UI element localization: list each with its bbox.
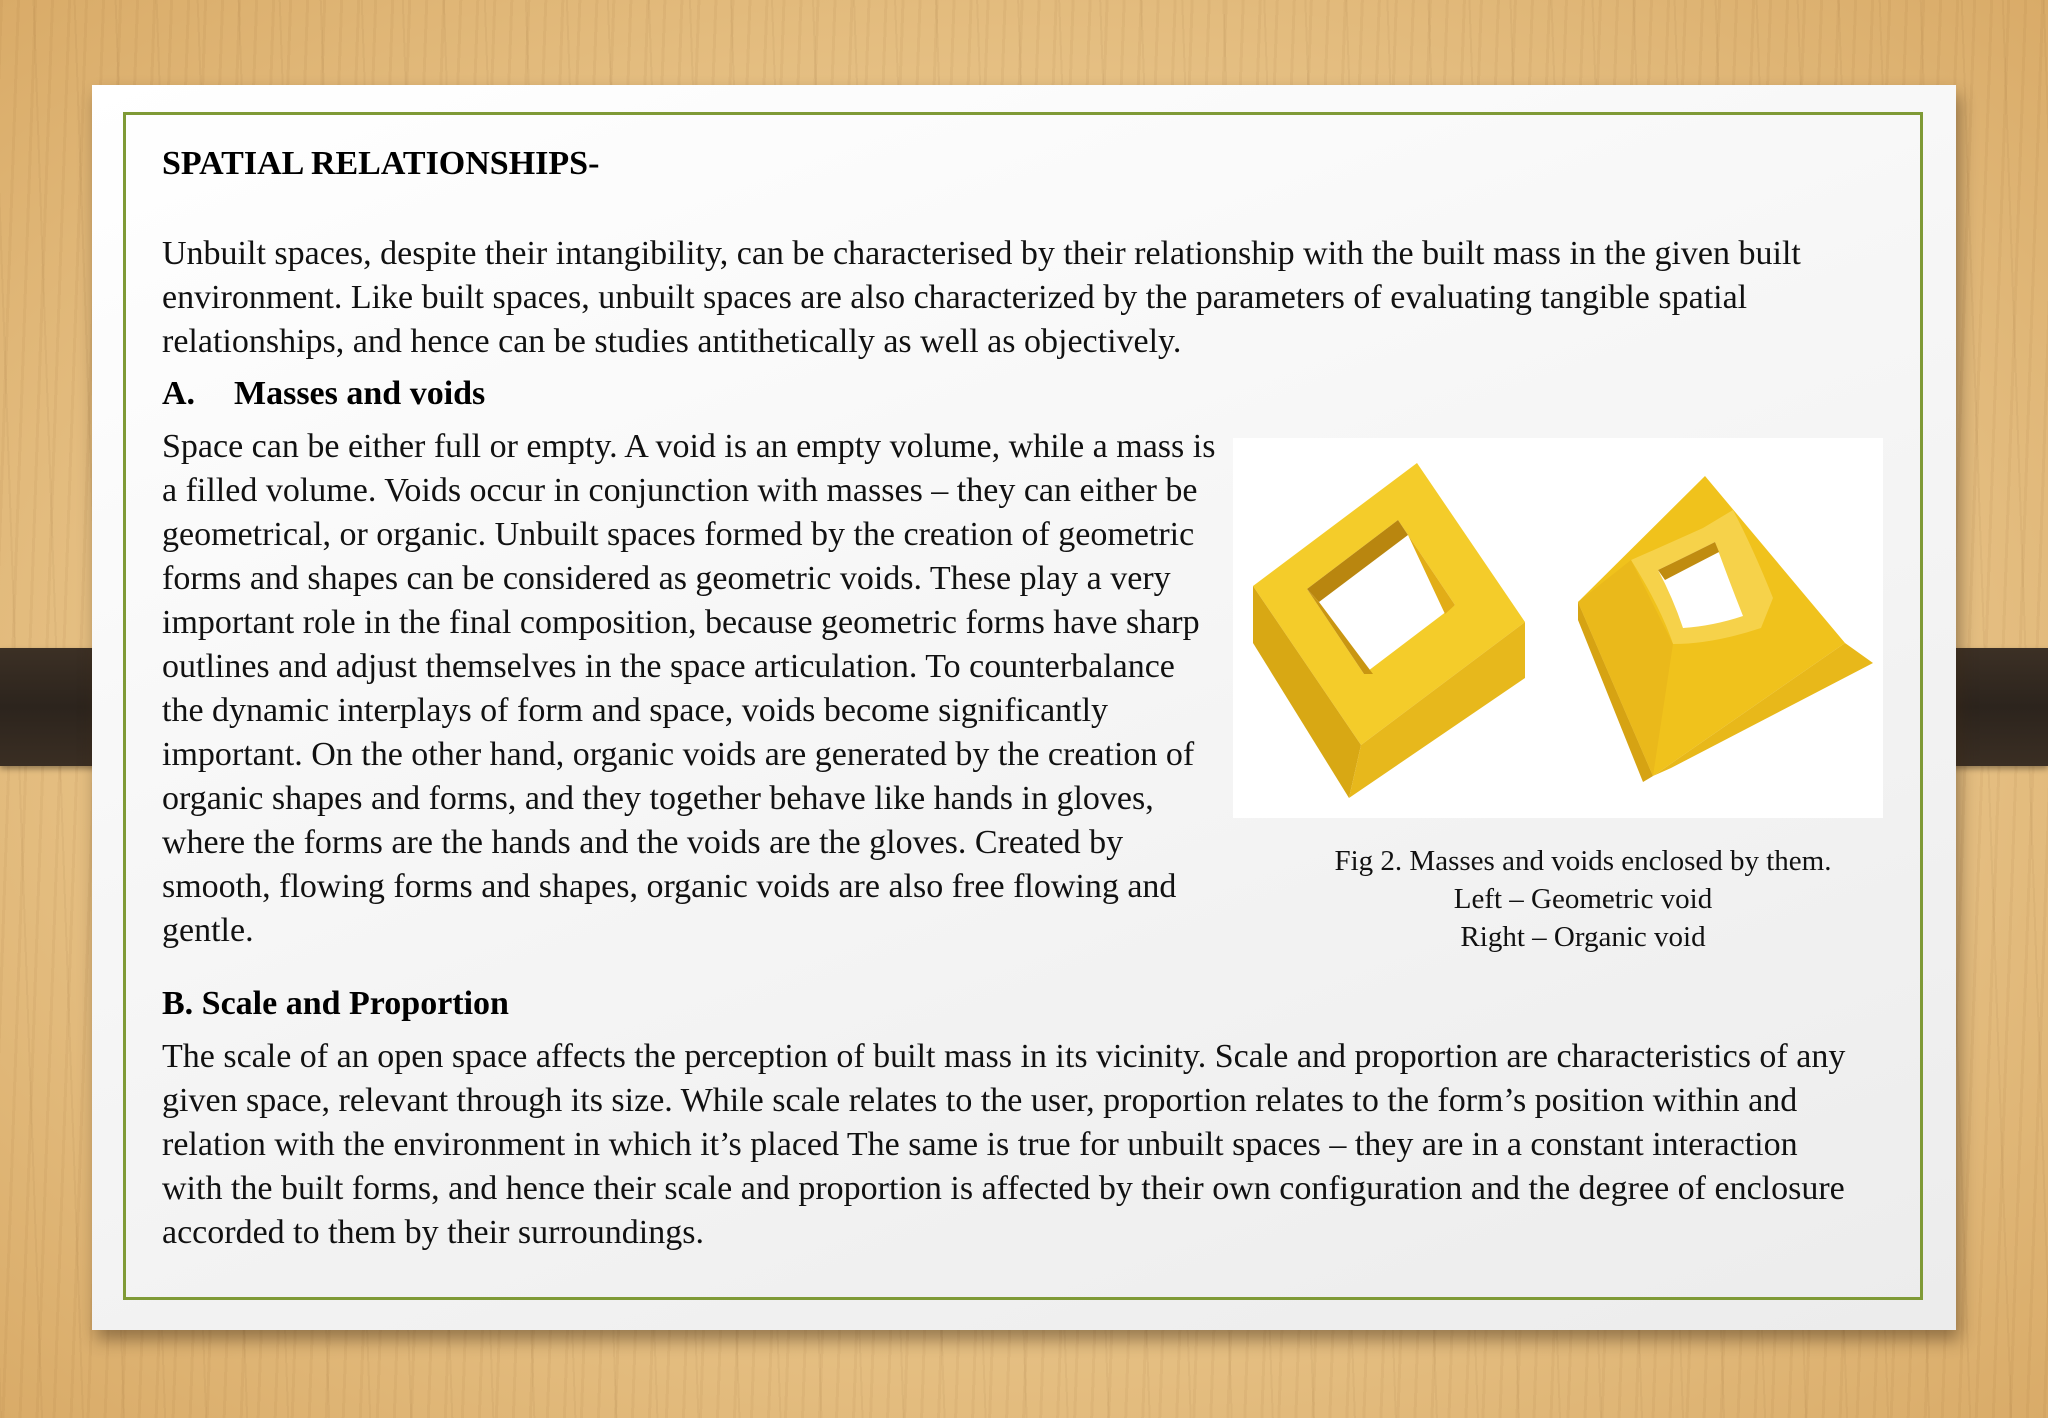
masses-voids-paragraph: Space can be either full or empty. A void is an empty volume, while a mass is a filled volume. Voids occur in conjunction with masses – they can either be geometrical, or organic. Unbuilt spaces formed by the creation of geometric forms and shapes can be considered as geometric voids. These play a very important role in the final composition, because geometric forms have sharp outlines and adjust themselves in the space articulation. To counterbalance the dynamic interplays of form and space, voids become significantly important. On the other hand, organic voids are generated by the creation of organic shapes and forms, and they together behave like hands in gloves, where the forms are the hands and the voids are the gloves. Created by smooth, flowing forms and shapes, organic voids are also free flowing and gentle.: [162, 428, 1216, 949]
scale-proportion-paragraph: The scale of an open space affects the perception of built mass in its vicinity. Scale and proportion are characteristics of any given space, relevant through its size. While scale relates to the user, proportion relates to the form’s position within and relation with the environment in which it’s placed The same is true for unbuilt spaces – they are in a constant interaction with the built forms, and hence their scale and proportion is affected by their own configuration and the degree of enclosure accorded to them by their surroundings.: [162, 1038, 1846, 1251]
geometric-void-shape: [1253, 463, 1525, 798]
caption-line-2: Left – Geometric void: [1453, 883, 1713, 915]
masses-voids-figure: [1233, 438, 1883, 818]
figure-caption: [1233, 842, 1933, 956]
caption-line-3: Right – Organic void: [1460, 921, 1706, 953]
section-a-title: Masses and voids: [234, 375, 486, 412]
section-a-heading: [162, 375, 485, 413]
organic-void-shape: [1578, 476, 1873, 782]
section-a-marker: A.: [162, 375, 196, 412]
caption-line-1: Fig 2. Masses and voids enclosed by them.: [1334, 845, 1832, 877]
slide-title: SPATIAL RELATIONSHIPS-: [162, 145, 600, 182]
intro-paragraph: Unbuilt spaces, despite their intangibility, can be characterised by their relationship with the built mass in the given built environment. Like built spaces, unbuilt spaces are also characterized by the parameters of evaluating tangible spatial relationships, and hence can be studies antithetically as well as objectively.: [162, 235, 1801, 360]
masses-voids-illustration: [1233, 438, 1883, 818]
section-b-heading: B. Scale and Proportion: [162, 985, 509, 1022]
